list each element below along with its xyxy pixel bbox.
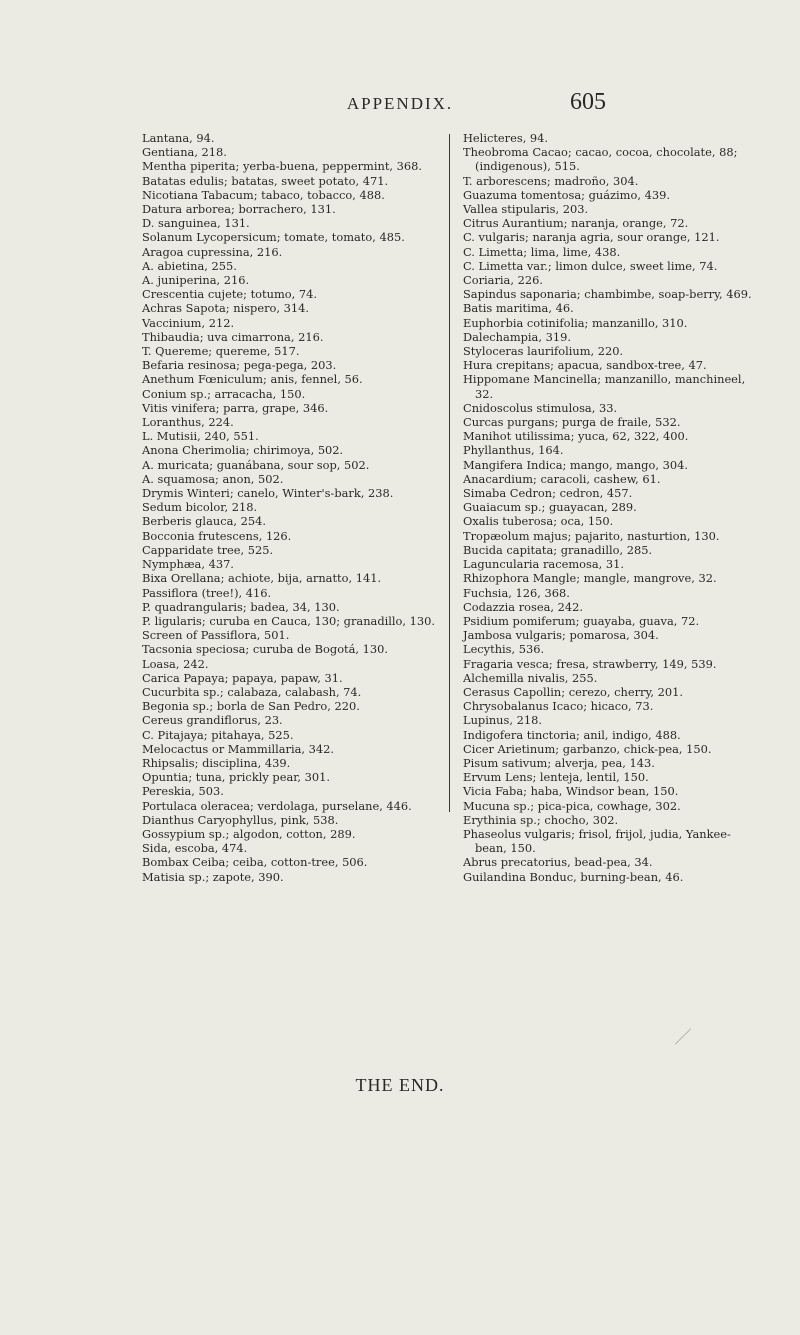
column-rule [449, 134, 450, 812]
index-entry: Portulaca oleracea; verdolaga, purselane, 446. [142, 798, 412, 813]
index-entry: Fuchsia, 126, 368. [463, 585, 570, 600]
running-head: APPENDIX. [346, 94, 454, 113]
index-entry: Helicteres, 94. [463, 131, 549, 145]
index-entry: Carica Papaya; papaya, papaw, 31. [142, 670, 343, 685]
index-entry: Laguncularia racemosa, 31. [463, 557, 624, 572]
index-entry: Bucida capitata; granadillo, 285. [463, 542, 653, 557]
index-entry: Ervum Lens; lenteja, lentil, 150. [463, 770, 649, 785]
index-entry: Berberis glauca, 254. [142, 514, 266, 529]
index-entry: Euphorbia cotinifolia; manzanillo, 310. [463, 315, 688, 330]
index-entry: Begonia sp.; borla de San Pedro, 220. [142, 699, 360, 714]
index-entry: Bombax Ceiba; ceiba, cotton-tree, 506. [142, 855, 368, 870]
index-entry: D. sanguinea, 131. [142, 216, 250, 231]
index-entry: A. muricata; guanábana, sour sop, 502. [142, 457, 370, 472]
index-entry: Curcas purgans; purga de fraile, 532. [463, 415, 681, 430]
index-entry: Cucurbita sp.; calabaza, calabash, 74. [142, 684, 362, 699]
index-entry: C. Limetta; lima, lime, 438. [463, 244, 621, 259]
index-entry: Mentha piperita; yerba-buena, peppermint, 368. [142, 159, 422, 174]
index-entry: Cnidoscolus stimulosa, 33. [463, 400, 618, 415]
index-entry: Dianthus Caryophyllus, pink, 538. [142, 812, 339, 827]
index-entry: C. Limetta var.; limon dulce, sweet lime, 74. [463, 258, 718, 273]
index-entry: Coriaria, 226. [463, 273, 543, 288]
index-entry: Batatas edulis; batatas, sweet potato, 471. [142, 173, 389, 188]
index-entry: A. squamosa; anon, 502. [142, 471, 284, 486]
index-entry: Drymis Winteri; canelo, Winter's-bark, 238. [142, 486, 394, 501]
index-entry: Screen of Passiflora, 501. [142, 628, 290, 643]
index-entry: Manihot utilissima; yuca, 62, 322, 400. [463, 429, 689, 444]
index-entry: Mucuna sp.; pica-pica, cowhage, 302. [463, 798, 681, 813]
index-entry: Nymphæa, 437. [142, 557, 234, 572]
index-entry: Conium sp.; arracacha, 150. [142, 386, 306, 401]
index-entry: Bixa Orellana; achiote, bija, arnatto, 141. [142, 571, 382, 586]
index-entry: Cerasus Capollin; cerezo, cherry, 201. [463, 684, 683, 699]
index-entry: Anacardium; caracoli, cashew, 61. [463, 471, 661, 486]
index-entry: T. Quereme; quereme, 517. [142, 344, 300, 359]
index-entry: Vallea stipularis, 203. [463, 202, 589, 217]
index-entry: Solanum Lycopersicum; tomate, tomato, 485. [142, 230, 405, 245]
index-entry: Jambosa vulgaris; pomarosa, 304. [463, 628, 659, 643]
index-entry: Sapindus saponaria; chambimbe, soap-berry, 469. [463, 287, 752, 302]
index-entry: Fragaria vesca; fresa, strawberry, 149, 539. [463, 656, 717, 671]
pencil-mark [675, 1028, 691, 1044]
index-entry: Oxalis tuberosa; oca, 150. [463, 514, 614, 529]
index-entry: Vaccinium, 212. [142, 315, 235, 330]
index-entry: Cereus grandiflorus, 23. [142, 713, 283, 728]
index-entry: Sedum bicolor, 218. [142, 500, 258, 515]
index-entry: Gossypium sp.; algodon, cotton, 289. [142, 826, 356, 841]
index-entry: Phaseolus vulgaris; frisol, frijol, judia, Yankee-bean, 150. [463, 826, 731, 856]
index-entry: P. ligularis; curuba en Cauca, 130; granadillo, 130. [142, 613, 436, 628]
index-entry: Loranthus, 224. [142, 415, 234, 430]
index-entry: C. Pitajaya; pitahaya, 525. [142, 727, 294, 742]
index-entry: Matisia sp.; zapote, 390. [142, 869, 284, 884]
index-entry: Guaiacum sp.; guayacan, 289. [463, 500, 637, 515]
index-entry: Indigofera tinctoria; anil, indigo, 488. [463, 727, 681, 742]
index-column-left [142, 131, 440, 884]
page-number: 605 [570, 89, 606, 115]
index-entry: Pisum sativum; alverja, pea, 143. [463, 755, 655, 770]
index-entry: Datura arborea; borrachero, 131. [142, 202, 336, 217]
index-entry: Batis maritima, 46. [463, 301, 574, 316]
index-entry: L. Mutisii, 240, 551. [142, 429, 259, 444]
index-entry: Hura crepitans; apacua, sandbox-tree, 47. [463, 358, 707, 373]
index-entry: Crescentia cujete; totumo, 74. [142, 287, 317, 302]
index-entry: Erythinia sp.; chocho, 302. [463, 812, 619, 827]
index-entry: Alchemilla nivalis, 255. [463, 670, 598, 685]
index-entry: Vicia Faba; haba, Windsor bean, 150. [463, 784, 679, 799]
index-entry: Bocconia frutescens, 126. [142, 528, 292, 543]
index-entry: Vitis vinifera; parra, grape, 346. [142, 400, 329, 415]
index-entry: Rhipsalis; disciplina, 439. [142, 755, 291, 770]
index-entry: Mangifera Indica; mango, mango, 304. [463, 457, 688, 472]
index-entry: Sida, escoba, 474. [142, 841, 248, 856]
index-entry: Hippomane Mancinella; manzanillo, manchineel, 32. [463, 372, 746, 401]
index-entry: Anona Cherimolia; chirimoya, 502. [142, 443, 344, 458]
index-column-right [463, 131, 761, 884]
index-entry: A. juniperina, 216. [142, 273, 250, 288]
index-entry: Guilandina Bonduc, burning-bean, 46. [463, 869, 684, 884]
index-entry: Guazuma tomentosa; guázimo, 439. [463, 187, 670, 202]
index-entry: Dalechampia, 319. [463, 329, 571, 344]
index-entry: T. arborescens; madroño, 304. [463, 173, 639, 188]
index-entry: Chrysobalanus Icaco; hicaco, 73. [463, 699, 654, 714]
index-entry: Achras Sapota; nispero, 314. [142, 301, 309, 316]
index-entry: Capparidate tree, 525. [142, 542, 274, 557]
index-entry: Anethum Fœniculum; anis, fennel, 56. [142, 372, 363, 387]
index-entry: Thibaudia; uva cimarrona, 216. [142, 329, 324, 344]
index-entry: Opuntia; tuna, prickly pear, 301. [142, 770, 331, 785]
index-entry: Cicer Arietinum; garbanzo, chick-pea, 150. [463, 741, 712, 756]
index-entry: Tropæolum majus; pajarito, nasturtion, 130. [463, 528, 720, 543]
index-entry: Aragoa cupressina, 216. [142, 244, 283, 259]
index-entry: Tacsonia speciosa; curuba de Bogotá, 130. [142, 642, 389, 657]
index-entry: Lecythis, 536. [463, 642, 545, 657]
index-entry: Psidium pomiferum; guayaba, guava, 72. [463, 613, 700, 628]
index-entry: P. quadrangularis; badea, 34, 130. [142, 599, 340, 614]
index-entry: Phyllanthus, 164. [463, 443, 564, 458]
index-entry: Theobroma Cacao; cacao, cocoa, chocolate, 88; (indigenous), 515. [463, 145, 738, 174]
index-entry: Pereskia, 503. [142, 784, 224, 799]
index-entry: Codazzia rosea, 242. [463, 599, 583, 614]
index-entry: Simaba Cedron; cedron, 457. [463, 486, 633, 501]
index-entry: Gentiana, 218. [142, 145, 227, 160]
the-end-text: THE END. [355, 1075, 445, 1095]
index-entry: C. vulgaris; naranja agria, sour orange, 121. [463, 230, 720, 245]
index-entry: Lantana, 94. [142, 131, 215, 145]
index-entry: Rhizophora Mangle; mangle, mangrove, 32. [463, 571, 717, 586]
index-entry: Melocactus or Mammillaria, 342. [142, 741, 335, 756]
index-entry: A. abietina, 255. [142, 258, 237, 273]
index-entry: Styloceras laurifolium, 220. [463, 344, 624, 359]
index-entry: Passiflora (tree!), 416. [142, 585, 272, 600]
index-entry: Loasa, 242. [142, 656, 209, 671]
index-entry: Abrus precatorius, bead-pea, 34. [463, 855, 653, 870]
index-entry: Citrus Aurantium; naranja, orange, 72. [463, 216, 689, 231]
index-entry: Nicotiana Tabacum; tabaco, tobacco, 488. [142, 187, 385, 202]
index-entry: Lupinus, 218. [463, 713, 542, 728]
index-entry: Befaria resinosa; pega-pega, 203. [142, 358, 337, 373]
